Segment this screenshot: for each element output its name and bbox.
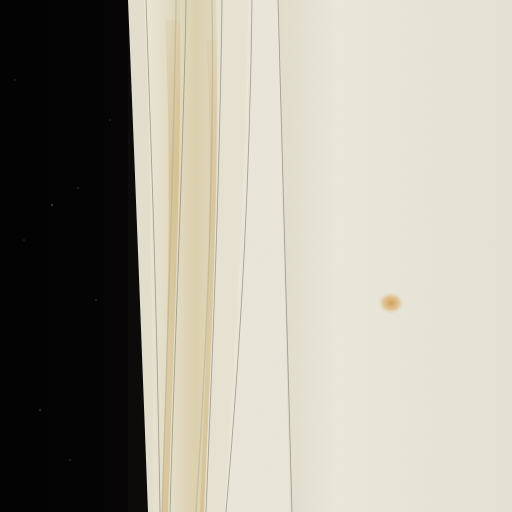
paper-texture	[128, 0, 512, 512]
